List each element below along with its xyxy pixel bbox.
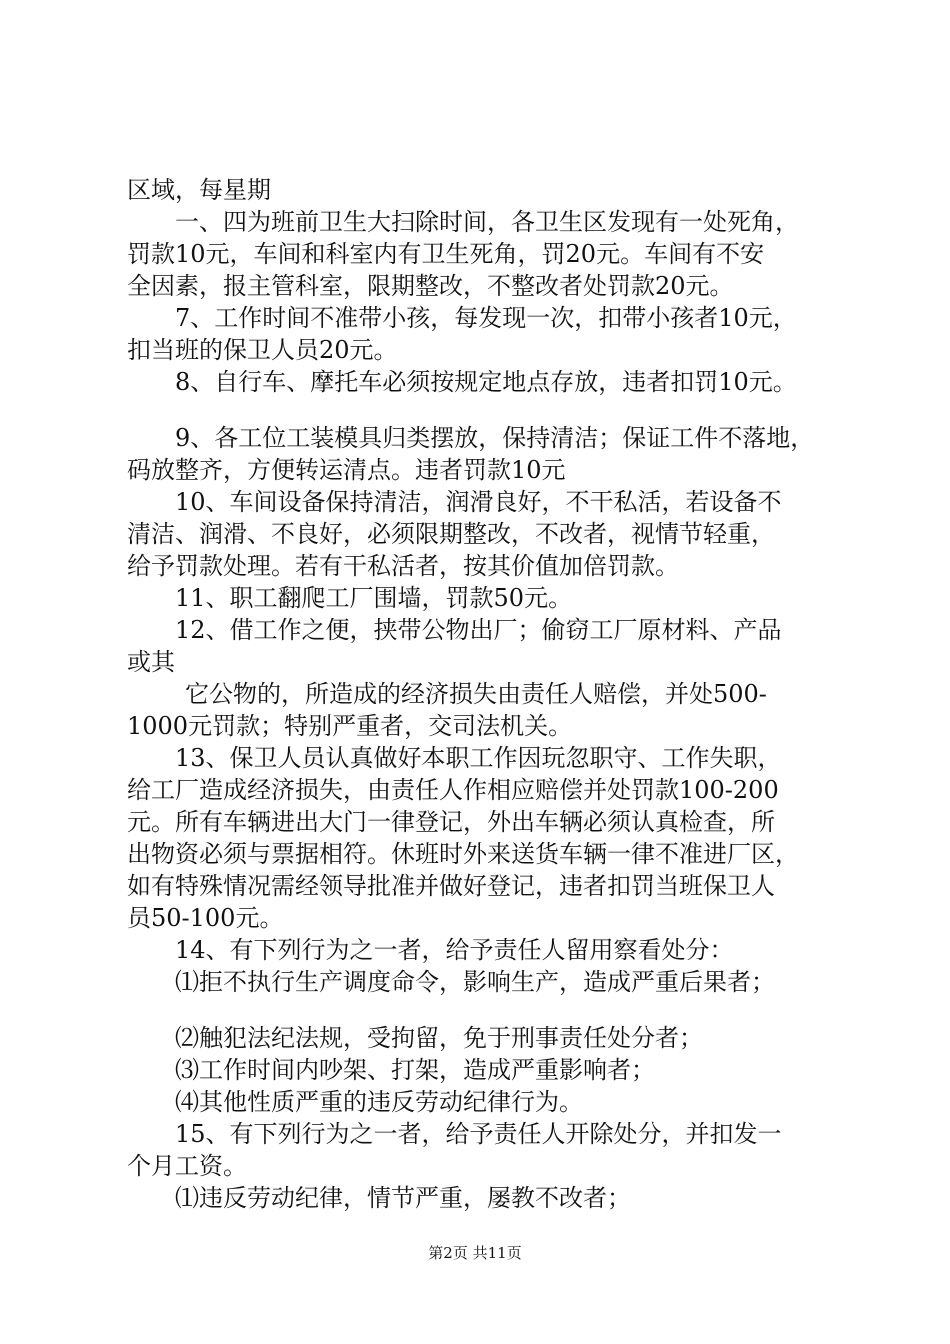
text-line: 15、有下列行为之一者，给予责任人开除处分，并扣发一: [175, 1120, 782, 1148]
text-line: 给工厂造成经济损失，由责任人作相应赔偿并处罚款100-200: [127, 776, 779, 804]
text-line: 8、自行车、摩托车必须按规定地点存放，违者扣罚10元。: [175, 368, 797, 396]
text-line: 全因素，报主管科室，限期整改，不整改者处罚款20元。: [127, 272, 734, 300]
text-line: 或其: [127, 648, 175, 676]
page-footer: 第2页 共11页: [428, 1244, 522, 1262]
text-line: 7、工作时间不准带小孩，每发现一次，扣带小孩者10元，: [175, 304, 797, 332]
text-line: 元。所有车辆进出大门一律登记，外出车辆必须认真检查，所: [127, 808, 775, 836]
text-line: 出物资必须与票据相符。休班时外来送货车辆一律不准进厂区，: [127, 840, 799, 868]
text-line: 给予罚款处理。若有干私活者，按其价值加倍罚款。: [127, 552, 679, 580]
text-line: 10、车间设备保持清洁，润滑良好，不干私活，若设备不: [175, 488, 782, 516]
text-line: ⑷其他性质严重的违反劳动纪律行为。: [175, 1088, 583, 1116]
text-line: ⑴拒不执行生产调度命令，影响生产，造成严重后果者；: [175, 968, 775, 996]
text-line: 个月工资。: [127, 1152, 247, 1180]
text-line: ⑴违反劳动纪律，情节严重，屡教不改者；: [175, 1184, 631, 1212]
text-line: 一、四为班前卫生大扫除时间，各卫生区发现有一处死角，: [175, 208, 799, 236]
text-line: ⑶工作时间内吵架、打架，造成严重影响者；: [175, 1056, 655, 1084]
text-line: 清洁、润滑、不良好，必须限期整改，不改者，视情节轻重，: [127, 520, 775, 548]
text-line: 区域，每星期: [127, 176, 271, 204]
text-line: 11、职工翻爬工厂围墙，罚款50元。: [175, 584, 573, 612]
text-line: 码放整齐，方便转运清点。违者罚款10元: [127, 456, 566, 484]
text-line: 扣当班的保卫人员20元。: [127, 336, 398, 364]
text-line: 员50-100元。: [127, 904, 284, 932]
text-line: 14、有下列行为之一者，给予责任人留用察看处分：: [175, 936, 734, 964]
text-line: 13、保卫人员认真做好本职工作因玩忽职守、工作失职，: [175, 744, 782, 772]
text-line: ⑵触犯法纪法规，受拘留，免于刑事责任处分者；: [175, 1024, 703, 1052]
text-line: 如有特殊情况需经领导批准并做好登记，违者扣罚当班保卫人: [127, 872, 775, 900]
text-line: 12、借工作之便，挟带公物出厂；偷窃工厂原材料、产品: [175, 616, 782, 644]
text-line: 罚款10元，车间和科室内有卫生死角，罚20元。车间有不安: [127, 240, 765, 268]
text-line: 1000元罚款；特别严重者，交司法机关。: [127, 712, 573, 740]
text-line: 它公物的，所造成的经济损失由责任人赔偿，并处500-: [185, 680, 767, 708]
text-line: 9、各工位工装模具归类摆放，保持清洁；保证工件不落地，: [175, 424, 815, 452]
